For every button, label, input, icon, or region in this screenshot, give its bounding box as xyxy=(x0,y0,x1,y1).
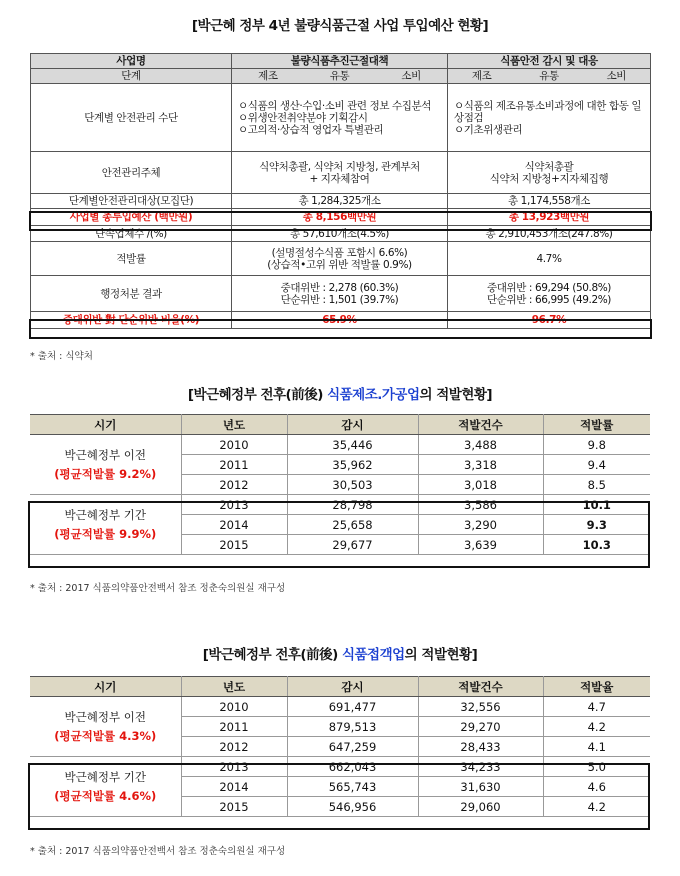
row-label: 안전관리주체 xyxy=(31,152,232,194)
cell-line: 식약처총괄 xyxy=(524,160,574,173)
row-label: 행정처분 결과 xyxy=(31,276,232,312)
section-title: [박근혜정부 전후(前後) 식품접객업의 적발현황] xyxy=(202,647,478,663)
table-row xyxy=(31,194,651,209)
cell: 65.9% xyxy=(232,312,448,329)
cell: 총 1,174,558개소 xyxy=(448,194,651,209)
era-cell: 박근혜정부 이전 (평균적발률 9.2%) xyxy=(30,435,181,495)
budget-table xyxy=(30,53,651,329)
list-item: ㅇ기초위생관리 xyxy=(454,123,523,136)
table-row xyxy=(31,226,651,242)
header-cell: 사업명 xyxy=(31,54,232,69)
row-label: 적발률 xyxy=(31,242,232,276)
table-row: 박근혜정부 이전 (평균적발률 4.3%) 2010 691,477 32,556 4.7 xyxy=(30,697,650,717)
table-row xyxy=(31,84,651,152)
table-subheader-row xyxy=(31,69,651,84)
source-note: * 출처 : 2017 식품의약품안전백서 참조 정춘숙의원실 재구성 xyxy=(30,846,286,857)
row-label: 중대위반 對 단순위반 비율(%) xyxy=(31,312,232,329)
cell-line: 단순위반 : 1,501 (39.7%) xyxy=(280,293,399,306)
table-row: 2012 647,259 28,433 4.1 xyxy=(30,737,650,757)
table-row: 박근혜정부 이전 (평균적발률 9.2%) 2010 35,446 3,488 9.8 xyxy=(30,435,650,455)
table-row: 박근혜정부 기간 (평균적발률 4.6%) 2013 662,043 34,233 5.0 xyxy=(30,757,650,777)
table-row: 박근혜정부 기간 (평균적발률 9.9%) 2013 28,798 3,586 10.1 xyxy=(30,495,650,515)
cell-line: 중대위반 : 2,278 (60.3%) xyxy=(280,281,399,294)
table-header-row xyxy=(30,677,650,697)
table-row: 2015 29,677 3,639 10.3 xyxy=(30,535,650,555)
stage-label: 제조 xyxy=(258,70,278,82)
row-label: 단계별안전관리대상(모집단) xyxy=(31,194,232,209)
manufacturing-table xyxy=(30,414,650,555)
table-row: 2014 25,658 3,290 9.3 xyxy=(30,515,650,535)
header-cell: 단계 xyxy=(31,69,232,84)
header-cell: 적발건수 xyxy=(418,677,543,697)
cell-line: (상습적•고위 위반 적발률 0.9%) xyxy=(267,258,412,271)
list-item: ㅇ고의적·상습적 영업자 특별관리 xyxy=(238,123,384,136)
header-cell: 적발률 xyxy=(543,415,650,435)
row-label: 단계별 안전관리 수단 xyxy=(31,84,232,152)
list-item: ㅇ식품의 제조유통소비과정에 대한 합동 일상점검 xyxy=(454,99,642,124)
table-row xyxy=(31,242,651,276)
cell: 96.7% xyxy=(448,312,651,329)
table-row: 2012 30,503 3,018 8.5 xyxy=(30,475,650,495)
highlight-text: 식품접객업 xyxy=(341,647,405,663)
restaurant-table xyxy=(30,676,650,817)
row-label: 사업별 총투입예산 (백만원) xyxy=(31,209,232,226)
header-cell: 시기 xyxy=(30,677,181,697)
table-row: 2015 546,956 29,060 4.2 xyxy=(30,797,650,817)
table-row xyxy=(31,152,651,194)
cell: 총 57,610개소(4.5%) xyxy=(232,226,448,242)
cell-line: (설명절성수식품 포함시 6.6%) xyxy=(271,246,408,259)
cell-line: 식약처 지방청+지자체집행 xyxy=(489,172,609,185)
row-label: 단속업체수 /(%) xyxy=(31,226,232,242)
cell: 총 13,923백만원 xyxy=(448,209,651,226)
page-title: [박근혜 정부 4년 불량식품근절 사업 투입예산 현황] xyxy=(191,18,489,34)
table-row: 2011 879,513 29,270 4.2 xyxy=(30,717,650,737)
highlight-text: 식품제조.가공업 xyxy=(327,387,420,403)
cell-line: + 지자체참여 xyxy=(309,172,370,185)
cell-line: 식약처총괄, 식약처 지방청, 관계부처 xyxy=(259,160,420,173)
stage-label: 유통 xyxy=(539,70,559,82)
table-row-budget xyxy=(31,209,651,226)
cell: 총 1,284,325개소 xyxy=(232,194,448,209)
era-cell: 박근혜정부 이전 (평균적발률 4.3%) xyxy=(30,697,181,757)
header-cell: 적발건수 xyxy=(418,415,543,435)
stage-label: 유통 xyxy=(329,70,350,82)
table-row: 2014 565,743 31,630 4.6 xyxy=(30,777,650,797)
header-cell: 년도 xyxy=(181,677,287,697)
list-item: ㅇ식품의 생산·수입·소비 관련 정보 수집분석 xyxy=(238,99,431,112)
stage-label: 제조 xyxy=(471,70,492,82)
section-title: [박근혜정부 전후(前後) 식품제조.가공업의 적발현황] xyxy=(187,387,493,403)
table-header-row xyxy=(30,415,650,435)
cell: 총 2,910,453개소(247.8%) xyxy=(448,226,651,242)
cell-line: 중대위반 : 69,294 (50.8%) xyxy=(486,281,611,294)
header-cell: 년도 xyxy=(181,415,287,435)
list-item: ㅇ위생안전취약분야 기획감시 xyxy=(238,111,368,124)
table-header-row xyxy=(31,54,651,69)
table-row-ratio xyxy=(31,312,651,329)
era-cell: 박근혜정부 기간 (평균적발률 4.6%) xyxy=(30,757,181,817)
header-cell: 감시 xyxy=(287,677,418,697)
header-cell: 적발율 xyxy=(543,677,650,697)
header-cell: 식품안전 감시 및 대응 xyxy=(448,54,651,69)
source-note: * 출처 : 2017 식품의약품안전백서 참조 정춘숙의원실 재구성 xyxy=(30,583,286,594)
cell-line: 단순위반 : 66,995 (49.2%) xyxy=(486,293,611,306)
header-cell: 불량식품추진근절대책 xyxy=(232,54,448,69)
table-row xyxy=(31,276,651,312)
stage-label: 소비 xyxy=(401,70,421,82)
stage-label: 소비 xyxy=(606,70,627,82)
header-cell: 감시 xyxy=(287,415,418,435)
era-cell: 박근혜정부 기간 (평균적발률 9.9%) xyxy=(30,495,181,555)
source-note: * 출처 : 식약처 xyxy=(30,351,93,362)
cell: 총 8,156백만원 xyxy=(232,209,448,226)
header-cell: 시기 xyxy=(30,415,181,435)
cell: 4.7% xyxy=(448,242,651,276)
table-row: 2011 35,962 3,318 9.4 xyxy=(30,455,650,475)
